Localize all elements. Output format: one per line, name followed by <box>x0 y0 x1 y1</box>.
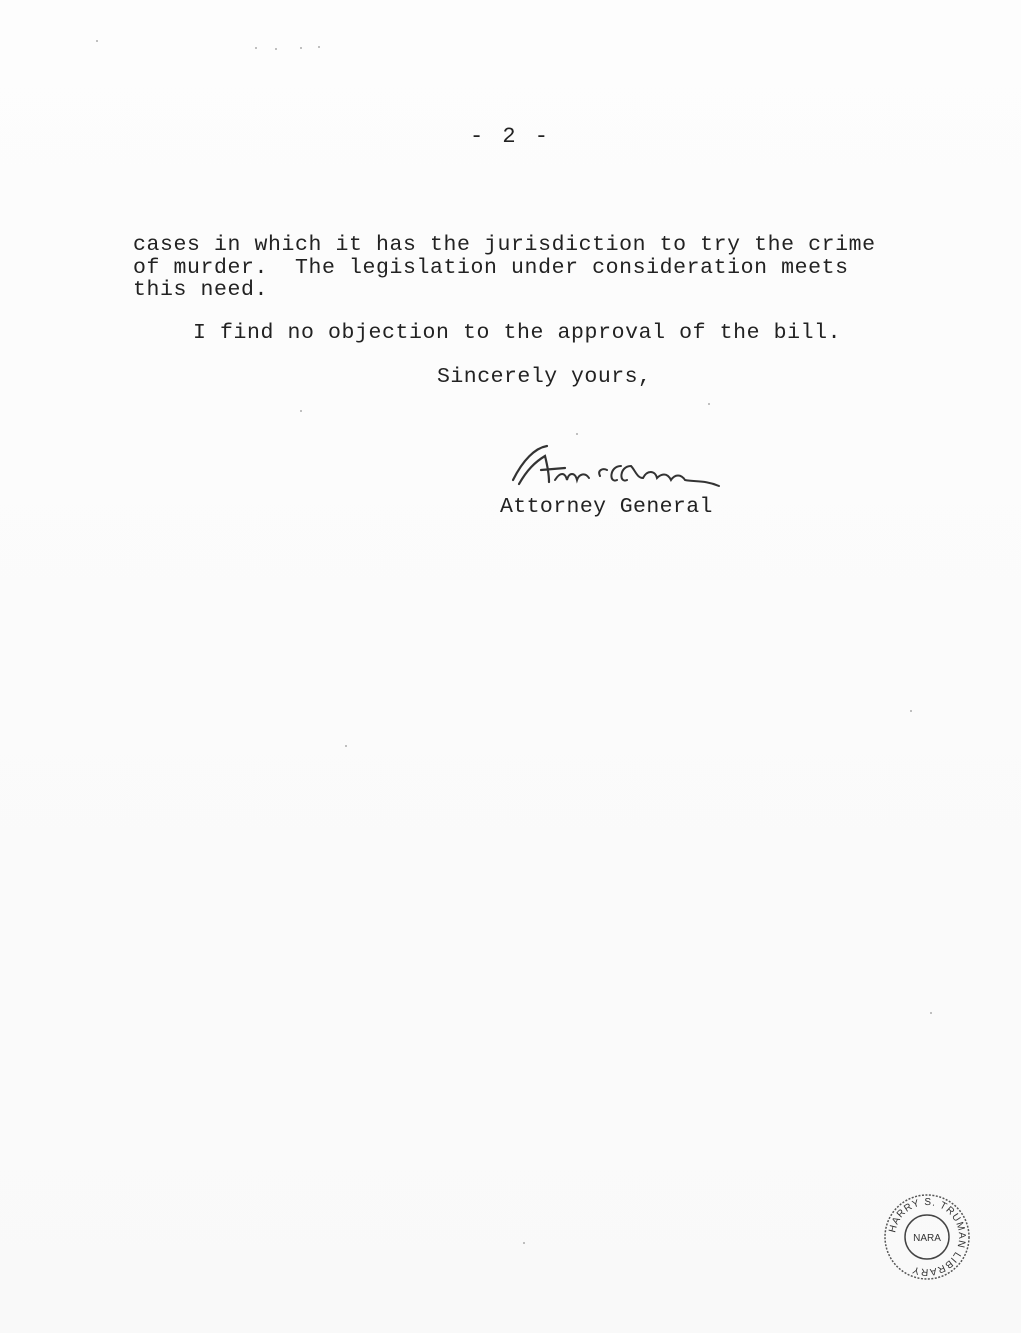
scan-speck <box>318 46 320 48</box>
scan-speck <box>345 745 347 747</box>
page-number: - 2 - <box>469 124 551 149</box>
scan-speck <box>576 433 578 435</box>
body-text-line: this need. <box>133 278 269 302</box>
scan-speck <box>523 1242 525 1244</box>
scan-speck <box>255 47 257 49</box>
scan-speck <box>96 40 98 42</box>
salutation: Sincerely yours, <box>437 365 652 389</box>
scan-speck <box>930 1012 932 1014</box>
signer-title: Attorney General <box>500 495 713 519</box>
scan-speck <box>275 48 277 50</box>
svg-text:HARRY S. TRUMAN LIBRARY: HARRY S. TRUMAN LIBRARY <box>887 1196 968 1278</box>
body-text-line: of murder. The legislation under consideration meets <box>133 256 849 280</box>
scan-speck <box>708 403 710 405</box>
closing-statement: I find no objection to the approval of the bill. <box>193 321 842 345</box>
body-text-line: cases in which it has the jurisdiction to try the crime <box>133 233 876 257</box>
archive-seal-stamp <box>882 1192 972 1282</box>
scan-speck <box>300 47 302 49</box>
svg-text:NARA: NARA <box>913 1233 941 1244</box>
scan-speck <box>910 710 912 712</box>
scan-speck <box>300 410 302 412</box>
